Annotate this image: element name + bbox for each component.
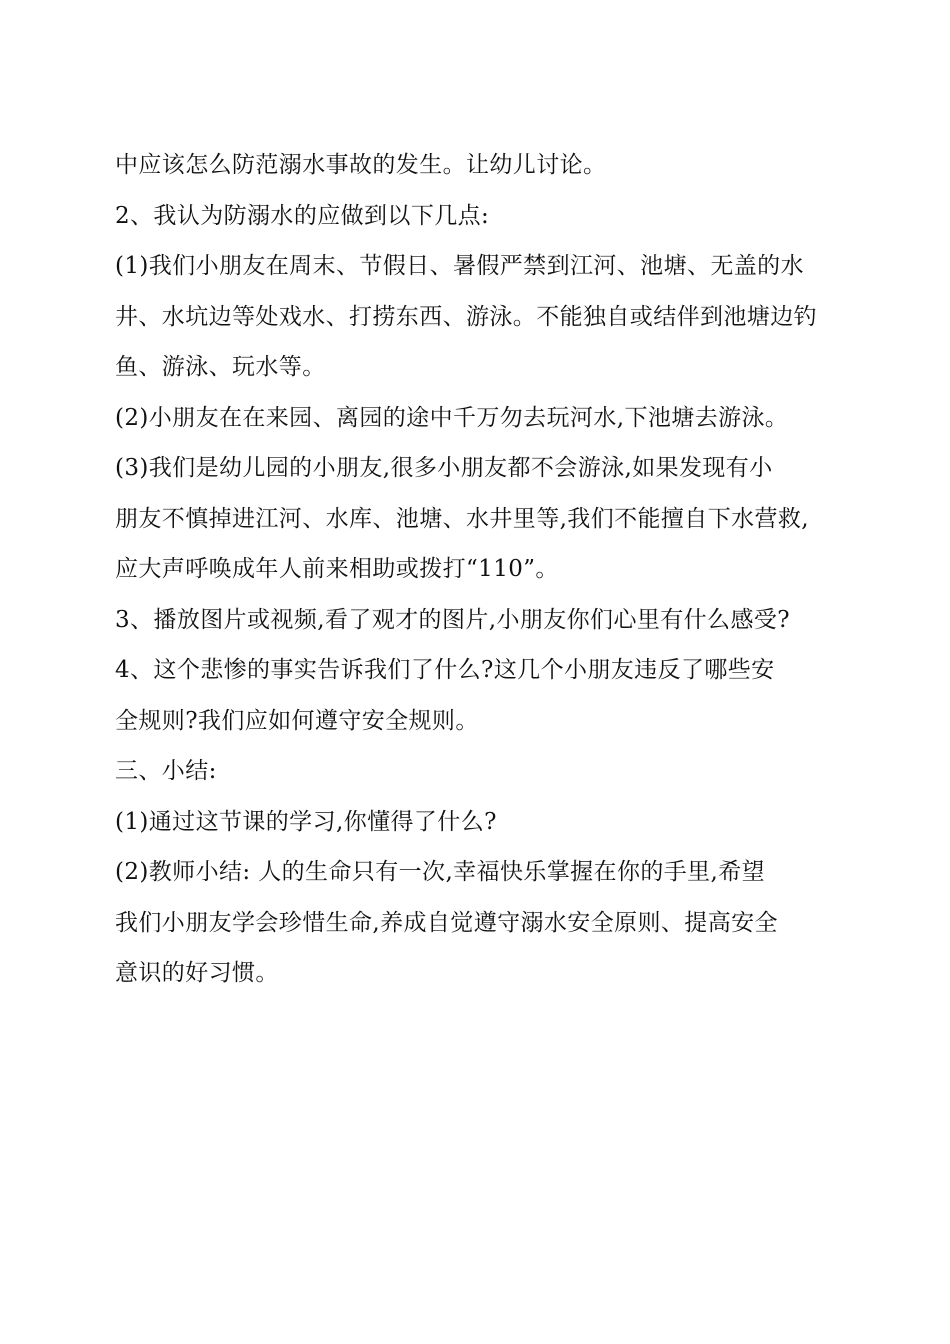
text-line: 中应该怎么防范溺水事故的发生。让幼儿讨论。	[115, 152, 607, 178]
text-line: 3、播放图片或视频,看了观才的图片,小朋友你们心里有什么感受?	[115, 606, 790, 633]
text-line: 2、我认为防溺水的应做到以下几点:	[115, 202, 490, 229]
section-heading: 三、小结:	[115, 758, 217, 784]
document-body	[115, 140, 840, 999]
text-line: 鱼、游泳、玩水等。	[115, 354, 326, 380]
text-line: (3)我们是幼儿园的小朋友,很多小朋友都不会游泳,如果发现有小	[115, 455, 773, 481]
text-line: 意识的好习惯。	[115, 960, 279, 986]
text-line: (1)通过这节课的学习,你懂得了什么?	[115, 808, 497, 835]
text-line: 我们小朋友学会珍惜生命,养成自觉遵守溺水安全原则、提高安全	[115, 909, 778, 936]
text-line: 4、这个悲惨的事实告诉我们了什么?这几个小朋友违反了哪些安	[115, 657, 775, 683]
text-line: 应大声呼唤成年人前来相助或拨打“110”。	[115, 556, 559, 582]
text-line: (1)我们小朋友在周末、节假日、暑假严禁到江河、池塘、无盖的水	[115, 253, 804, 279]
text-line: 朋友不慎掉进江河、水库、池塘、水井里等,我们不能擅自下水营救,	[115, 505, 810, 532]
text-line: 全规则?我们应如何遵守安全规则。	[115, 707, 479, 734]
text-line: (2)小朋友在在来园、离园的途中千万勿去玩河水,下池塘去游泳。	[115, 404, 789, 431]
text-line: 井、水坑边等处戏水、打捞东西、游泳。不能独自或结伴到池塘边钓	[115, 303, 817, 330]
text-line: (2)教师小结: 人的生命只有一次,幸福快乐掌握在你的手里,希望	[115, 859, 766, 885]
